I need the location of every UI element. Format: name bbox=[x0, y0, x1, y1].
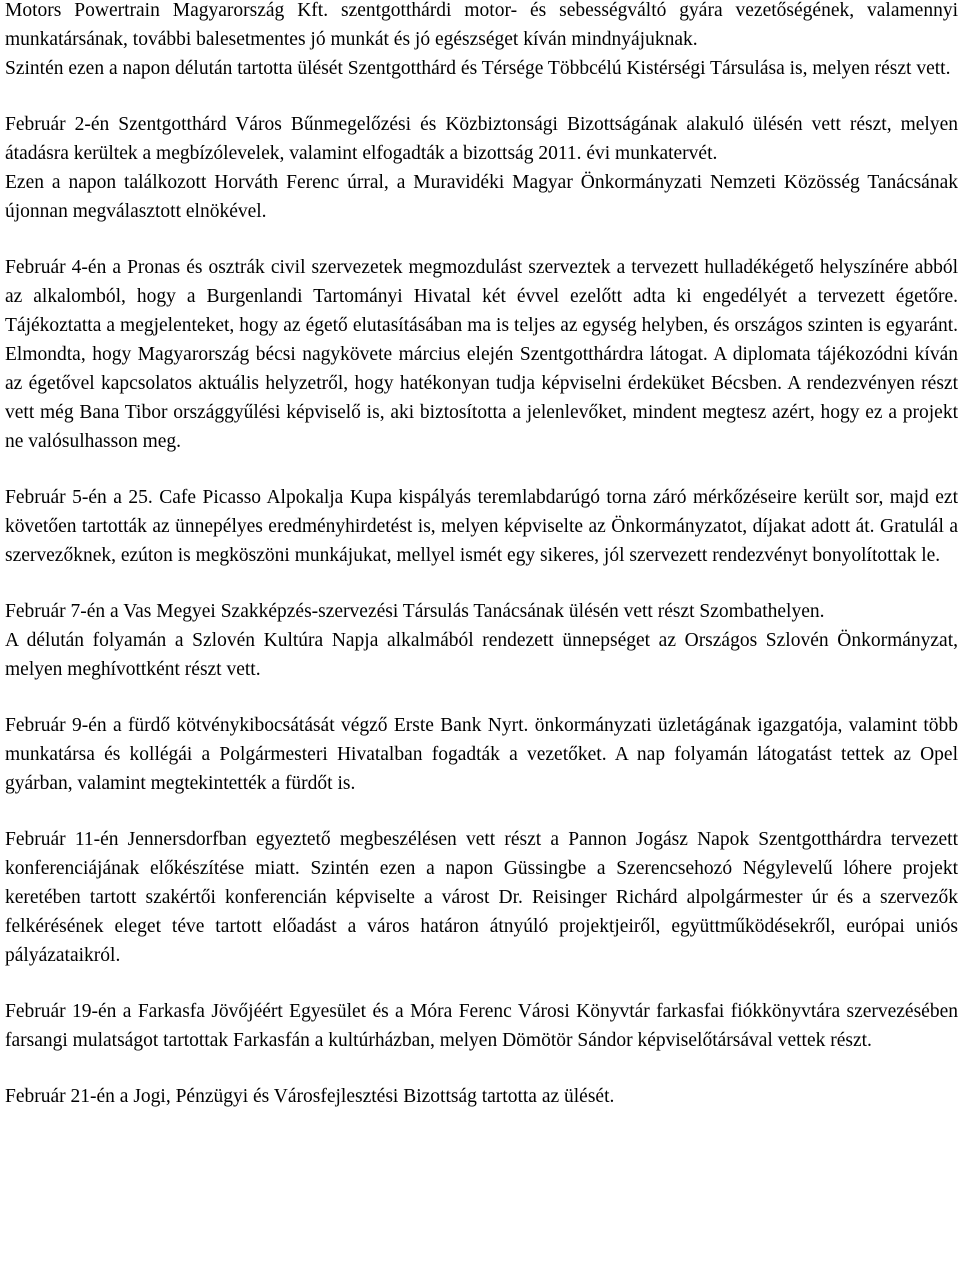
paragraph-group-3 bbox=[5, 253, 958, 456]
paragraph-group-4 bbox=[5, 483, 958, 570]
paragraph-gap bbox=[5, 83, 958, 110]
paragraph: Február 4-én a Pronas és osztrák civil szervezetek megmozdulást szerveztek a tervezett hulladékégető helyszínére abból az alkalomból, hogy a Burgenlandi Tartományi Hivatal két évvel ezelőtt adta ki engedélyét a tervezett égetőre. Tájékoztatta a megjelenteket, hogy az égető elutasításában ma is teljes az egység helyben, és országos szinten is egyaránt. Elmondta, hogy Magyarország bécsi nagykövete március elején Szentgotthárdra látogat. A diplomata tájékozódni kíván az égetővel kapcsolatos aktuális helyzetről, hogy hatékonyan tudja képviselni érdeküket Bécsben. A rendezvényen részt vett még Bana Tibor országgyűlési képviselő is, aki biztosította a jelenlevőket, mindent megtesz azért, hogy ez a projekt ne valósulhasson meg. bbox=[5, 257, 958, 452]
paragraph: Február 11-én Jennersdorfban egyeztető megbeszélésen vett részt a Pannon Jogász Napok Szentgotthárdra tervezett konferenciájának előkészítése miatt. Szintén ezen a napon Güssingbe a Szerencsehozó Négylevelű lóhere projekt keretében tartott szakértői konferencián képviselte a várost Dr. Reisinger Richárd alpolgármester úr és a szervezők felkérésének eleget téve tartott előadást a város határon átnyúló projektjeiről, együttműködésekről, európai uniós pályázataikról. bbox=[5, 829, 958, 966]
paragraph: Motors Powertrain Magyarország Kft. szentgotthárdi motor- és sebességváltó gyára vezetőségének, valamennyi munkatársának, további balesetmentes jó munkát és jó egészséget kíván mindnyájuknak. bbox=[5, 0, 958, 50]
paragraph-gap bbox=[5, 970, 958, 997]
paragraph-gap bbox=[5, 226, 958, 253]
paragraph-gap bbox=[5, 798, 958, 825]
paragraph-gap bbox=[5, 570, 958, 597]
paragraph: Február 19-én a Farkasfa Jövőjéért Egyesület és a Móra Ferenc Városi Könyvtár farkasfai fiókkönyvtára szervezésében farsangi mulatságot tartottak Farkasfán a kultúrházban, melyen Dömötör Sándor képviselőtársával vettek részt. bbox=[5, 1001, 958, 1051]
paragraph: A délután folyamán a Szlovén Kultúra Napja alkalmából rendezett ünnepséget az Országos Szlovén Önkormányzat, melyen meghívottként részt vett. bbox=[5, 630, 958, 680]
paragraph: Február 2-én Szentgotthárd Város Bűnmegelőzési és Közbiztonsági Bizottságának alakuló ülésén vett részt, melyen átadásra kerültek a megbízólevelek, valamint elfogadták a bizottság 2011. évi munkatervét. bbox=[5, 114, 958, 164]
paragraph-group-8 bbox=[5, 997, 958, 1055]
paragraph: Február 9-én a fürdő kötvénykibocsátását végző Erste Bank Nyrt. önkormányzati üzletágának igazgatója, valamint több munkatársa és kollégái a Polgármesteri Hivatalban fogadták a vezetőket. A nap folyamán látogatást tettek az Opel gyárban, valamint megtekintették a fürdőt is. bbox=[5, 715, 958, 794]
paragraph-group-5 bbox=[5, 597, 958, 684]
paragraph-group-1 bbox=[5, 0, 958, 83]
paragraph-group-6 bbox=[5, 711, 958, 798]
paragraph: Február 21-én a Jogi, Pénzügyi és Városfejlesztési Bizottság tartotta az ülését. bbox=[5, 1086, 615, 1107]
paragraph: Február 5-én a 25. Cafe Picasso Alpokalja Kupa kispályás teremlabdarúgó torna záró mérkőzéseire került sor, majd ezt követően tartották az ünnepélyes eredményhirdetést is, melyen képviselte az Önkormányzatot, díjakat adott át. Gratulál a szervezőknek, ezúton is megköszöni munkájukat, mellyel ismét egy sikeres, jól szervezett rendezvényt bonyolítottak le. bbox=[5, 487, 958, 566]
paragraph-gap bbox=[5, 684, 958, 711]
paragraph-group-9 bbox=[5, 1082, 958, 1111]
paragraph-gap bbox=[5, 1055, 958, 1082]
paragraph-gap bbox=[5, 456, 958, 483]
paragraph: Ezen a napon találkozott Horváth Ferenc úrral, a Muravidéki Magyar Önkormányzati Nemzeti Közösség Tanácsának újonnan megválasztott elnökével. bbox=[5, 172, 958, 222]
paragraph-group-7 bbox=[5, 825, 958, 970]
paragraph: Szintén ezen a napon délután tartotta ülését Szentgotthárd és Térsége Többcélú Kistérségi Társulása is, melyen részt vett. bbox=[5, 58, 951, 79]
paragraph: Február 7-én a Vas Megyei Szakképzés-szervezési Társulás Tanácsának ülésén vett részt Szombathelyen. bbox=[5, 601, 825, 622]
paragraph-group-2 bbox=[5, 110, 958, 226]
